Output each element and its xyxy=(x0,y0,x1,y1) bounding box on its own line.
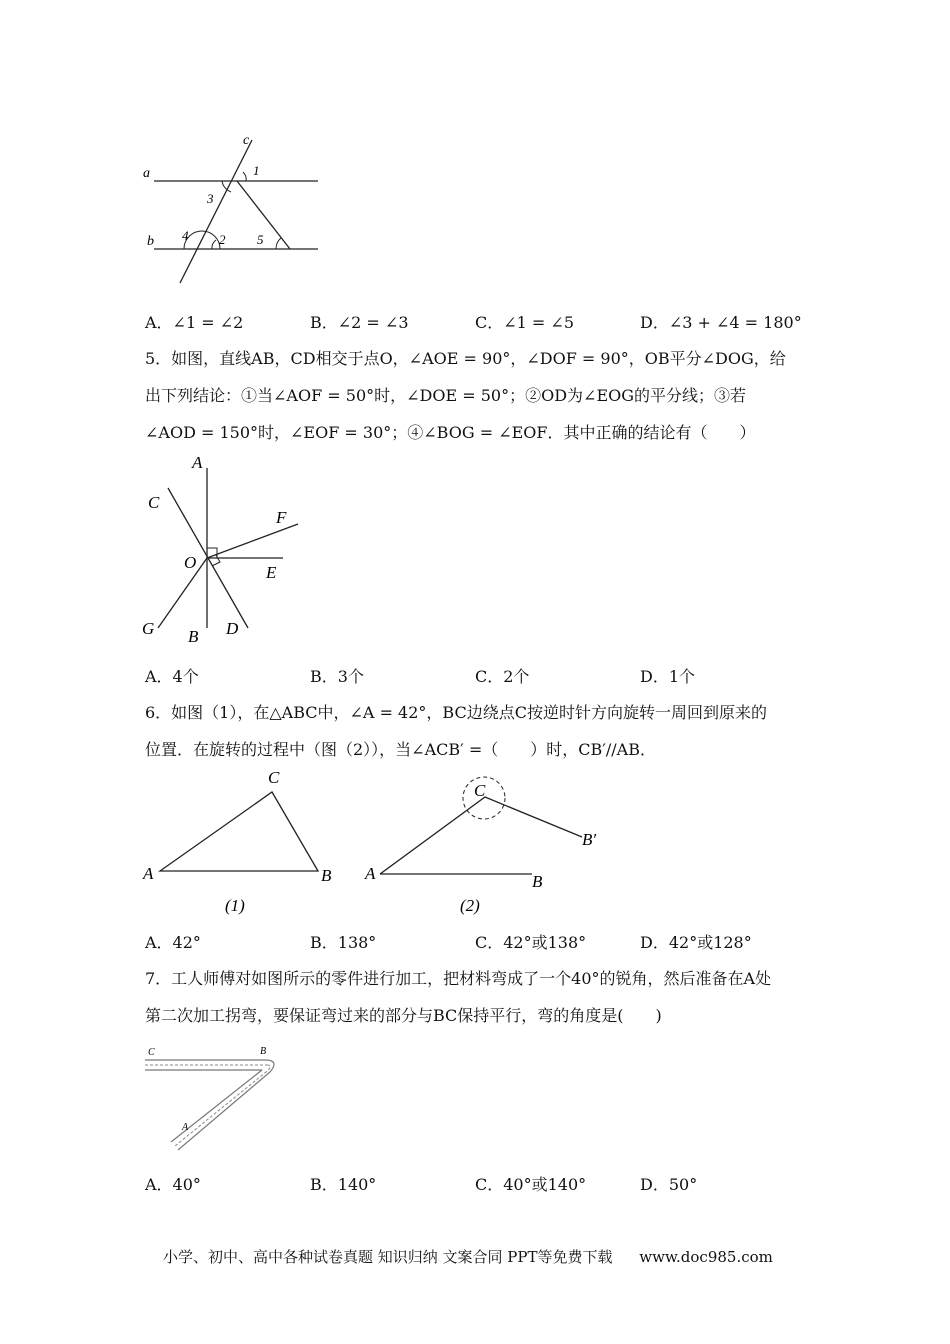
q5-text-line: ∠AOD = 150°时，∠EOF = 30°；④∠BOG = ∠EOF．其中正确的结论有（ ） xyxy=(145,423,756,442)
caption-1: (1) xyxy=(225,896,245,915)
q7-option-b[interactable]: B．140° xyxy=(310,1175,377,1194)
label-C: C xyxy=(148,493,160,512)
label-B-prime: B′ xyxy=(582,830,597,849)
label-2: 2 xyxy=(219,232,226,247)
q6-option-d[interactable]: D．42°或128° xyxy=(640,933,752,952)
label-B: B xyxy=(532,872,543,891)
label-a: a xyxy=(143,166,150,181)
footer-text: 小学、初中、高中各种试卷真题 知识归纳 文案合同 PPT等免费下载 xyxy=(163,1248,613,1266)
label-B: B xyxy=(321,866,332,885)
label-A: A xyxy=(192,453,203,472)
label-A: A xyxy=(182,1122,189,1133)
q6-text-line: 6．如图（1），在△ABC中，∠A = 42°，BC边绕点C按逆时针方向旋转一周回到原来的 xyxy=(145,703,767,722)
footer-link[interactable]: www.doc985.com xyxy=(639,1248,773,1266)
q5-option-c[interactable]: C．2个 xyxy=(475,667,530,686)
q6-figure-2 xyxy=(360,765,610,920)
label-C: C xyxy=(148,1047,155,1058)
label-O: O xyxy=(184,553,197,572)
label-1: 1 xyxy=(253,163,260,178)
q6-option-a[interactable]: A．42° xyxy=(145,933,201,952)
label-b: b xyxy=(147,234,154,249)
q5-text-line: 5．如图，直线AB，CD相交于点O，∠AOE = 90°，∠DOF = 90°，OB平分∠DOG，给 xyxy=(145,349,786,368)
q6-figure-1 xyxy=(140,765,340,920)
q6-option-c[interactable]: C．42°或138° xyxy=(475,933,587,952)
label-A: A xyxy=(143,864,154,883)
q7-text-line: 第二次加工拐弯，要保证弯过来的部分与BC保持平行，弯的角度是( ) xyxy=(145,1006,662,1025)
q5-text-line: 出下列结论：①当∠AOF = 50°时，∠DOE = 50°；②OD为∠EOG的平分线；③若 xyxy=(145,386,747,405)
label-D: D xyxy=(226,619,239,638)
q6-option-b[interactable]: B．138° xyxy=(310,933,377,952)
q5-figure xyxy=(138,448,318,648)
q7-text-line: 7．工人师傅对如图所示的零件进行加工，把材料弯成了一个40°的锐角，然后准备在A处 xyxy=(145,969,772,988)
label-B: B xyxy=(188,627,199,646)
q5-option-d[interactable]: D．1个 xyxy=(640,667,696,686)
q4-figure xyxy=(140,128,330,288)
q7-option-d[interactable]: D．50° xyxy=(640,1175,698,1194)
label-C: C xyxy=(268,768,280,787)
q4-option-c[interactable]: C．∠1 = ∠5 xyxy=(475,313,574,332)
q4-option-a[interactable]: A．∠1 = ∠2 xyxy=(145,313,244,332)
label-G: G xyxy=(142,619,155,638)
label-A: A xyxy=(365,864,376,883)
label-c: c xyxy=(243,133,250,148)
label-4: 4 xyxy=(182,228,189,243)
q4-option-d[interactable]: D．∠3 + ∠4 = 180° xyxy=(640,313,802,332)
label-B: B xyxy=(260,1046,267,1057)
label-3: 3 xyxy=(207,191,214,206)
label-5: 5 xyxy=(257,232,264,247)
label-F: F xyxy=(276,508,287,527)
caption-2: (2) xyxy=(460,896,480,915)
q7-option-c[interactable]: C．40°或140° xyxy=(475,1175,587,1194)
q7-figure xyxy=(140,1040,290,1155)
q5-option-b[interactable]: B．3个 xyxy=(310,667,364,686)
q7-option-a[interactable]: A．40° xyxy=(145,1175,201,1194)
q4-option-b[interactable]: B．∠2 = ∠3 xyxy=(310,313,409,332)
label-E: E xyxy=(266,563,277,582)
q5-option-a[interactable]: A．4个 xyxy=(145,667,199,686)
footer xyxy=(163,1246,773,1267)
label-C: C xyxy=(474,781,486,800)
q6-text-line: 位置．在旋转的过程中（图（2）），当∠ACB′ =（ ）时，CB′//AB． xyxy=(145,740,656,759)
